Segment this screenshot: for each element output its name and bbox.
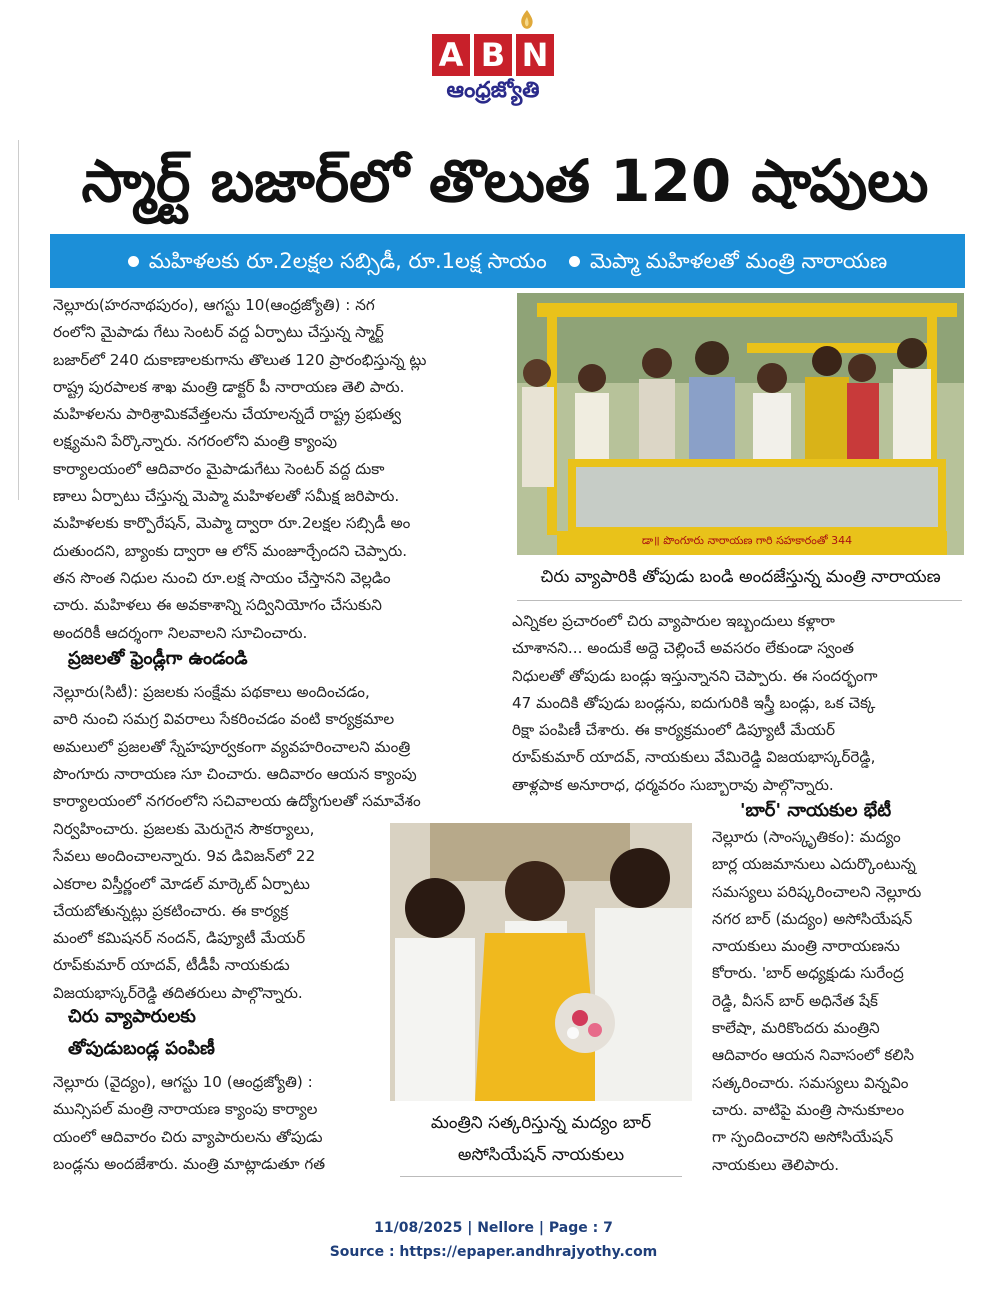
text-line: బండ్లను అందజేశారు. మంత్రి మాట్లాడుతూ గత [53, 1154, 326, 1173]
text-line: నెల్లూరు (సాంస్కృతికం): మద్యం [712, 828, 901, 846]
text-line: తన సొంత నిధుల నుంచి రూ.లక్ష సాయం చేస్తానని వెల్లడిం [53, 568, 391, 587]
text-line: మహిళలను పారిశ్రామికవేత్తలను చేయాలన్నదే రాష్ట్ర ప్రభుత్వ [53, 405, 402, 424]
cart-signboard-text: డా॥ పొంగూరు నారాయణ గారి సహకారంతో 344 [641, 534, 853, 547]
text-line: రంలోని మైపాడు గేటు సెంటర్ వద్ద ఏర్పాటు చేస్తున్న స్మార్ట్ [53, 323, 384, 342]
text-line: మున్సిపల్ మంత్రి నారాయణ క్యాంపు కార్యాల [53, 1100, 318, 1119]
article-3-heading-line1: చిరు వ్యాపారులకు [68, 1006, 196, 1027]
text-line: తాళ్లపాక అనూరాధ, ధర్మవరం సుబ్బారావు పాల్గొన్నారు. [512, 775, 834, 794]
photo-1-caption: చిరు వ్యాపారికి తోపుడు బండి అందజేస్తున్న మంత్రి నారాయణ [540, 567, 941, 587]
footer-source: Source : https://epaper.andhrajyothy.com [329, 1244, 658, 1260]
footer-date-edition: 11/08/2025 | Nellore | Page : 7 [374, 1220, 613, 1236]
article-4-body [712, 824, 974, 1179]
photo-bar-association-felicitation [390, 823, 692, 1101]
text-line: నాయకులు తెలిపారు. [712, 1155, 840, 1174]
text-line: రూప్‌కుమార్ యాదవ్, నాయకులు వేమిరెడ్డి విజయభాస్కర్‌రెడ్డి, [512, 748, 876, 767]
logo-letter-n: N [516, 34, 554, 76]
article-4-heading: 'బార్' నాయకుల భేటీ [740, 800, 892, 821]
text-line: చూశానని... అందుకే అద్దె చెల్లించే అవసరం లేకుండా స్వంత [512, 639, 854, 658]
logo-letter-a: A [432, 34, 470, 76]
photo-2-caption-line2: అసోసియేషన్ నాయకులు [457, 1145, 625, 1165]
logo-letter-b: B [474, 34, 512, 76]
text-line: ణాలు ఏర్పాటు చేస్తున్న మెప్మా మహిళలతో సమీక్ష జరిపారు. [53, 487, 400, 506]
subhead-item-2: మెప్మా మహిళలతో మంత్రి నారాయణ [589, 249, 888, 273]
subhead-bar [50, 234, 965, 288]
text-line: రాష్ట్ర పురపాలక శాఖ మంత్రి డాక్టర్ పీ నారాయణ తెలి పారు. [53, 377, 405, 396]
text-line: నెల్లూరు(హరనాథపురం), ఆగస్టు 10(ఆంధ్రజ్యోతి) : నగ [53, 296, 375, 314]
text-line: నగర బార్ (మద్యం) అసోసియేషన్ [712, 909, 913, 928]
text-line: కార్యాలయంలో నగరంలోని సచివాలయ ఉద్యోగులతో సమావేశం [53, 792, 421, 811]
text-line: నిధులతో తోపుడు బండ్లు ఇస్తున్నానని చెప్పారు. ఈ సందర్భంగా [512, 666, 878, 685]
text-line: చారు. వాటిపై మంత్రి సానుకూలం [712, 1100, 905, 1119]
text-line: పొంగూరు నారాయణ సూ చించారు. ఆదివారం ఆయన క్యాంపు [53, 764, 417, 783]
text-line: ఆదివారం ఆయన నివాసంలో కలిసి [712, 1046, 915, 1065]
text-line: చేయబోతున్నట్లు ప్రకటించారు. ఈ కార్యక్ర [53, 901, 289, 920]
abn-andhrajyothy-logo [430, 8, 556, 104]
article-3-body [53, 1069, 388, 1178]
text-line: అందరికీ ఆదర్శంగా నిలవాలని సూచించారు. [53, 623, 308, 642]
bullet-icon [128, 256, 139, 267]
text-line: కోరారు. 'బార్ అధ్యక్షుడు సురేంద్ర [712, 964, 904, 983]
text-line: చారు. మహిళలు ఈ అవకాశాన్ని సద్వినియోగం చేసుకుని [53, 596, 382, 615]
photo-2-caption-line1: మంత్రిని సత్కరిస్తున్న మద్యం బార్ [430, 1113, 652, 1133]
text-line: రెడ్డి, వీసన్ బార్ అధినేత షేక్ [712, 991, 878, 1010]
article-2-body-wide [53, 679, 503, 815]
text-line: నిర్వహించారు. ప్రజలకు మెరుగైన సౌకర్యాలు, [53, 820, 315, 838]
text-line: బార్ల యజమానులు ఎదుర్కొంటున్న [712, 855, 916, 874]
caption-rule [517, 600, 962, 601]
page-headline: స్మార్ట్ బజార్‌లో తొలుత 120 షాపులు [81, 147, 929, 215]
text-line: రిక్షా పంపిణీ చేశారు. ఈ కార్యక్రమంలో డిప్యూటీ మేయర్ [512, 721, 835, 740]
text-line: సేవలు అందించాలన్నారు. 9వ డివిజన్‌లో 22 [53, 847, 316, 866]
text-line: కాలేషా, మరికొందరు మంత్రిని [712, 1019, 880, 1038]
text-line: 47 మందికి తోపుడు బండ్లను, ఐదుగురికి ఇస్త్రీ బండ్లు, ఒక చెక్క [512, 693, 876, 712]
text-line: రూప్‌కుమార్ యాదవ్, టీడీపీ నాయకుడు [53, 956, 290, 975]
article-main-body [53, 292, 508, 647]
text-line: నాయకులు మంత్రి నారాయణను [712, 937, 900, 956]
text-line: లక్ష్యమని పేర్కొన్నారు. నగరంలోని మంత్రి క్యాంపు [53, 432, 338, 451]
text-line: బజార్‌లో 240 దుకాణాలకుగాను తొలుత 120 ప్రారంభిస్తున్న ట్లు [53, 350, 427, 369]
photo-minister-handing-cart [517, 293, 964, 555]
column-divider [18, 140, 19, 500]
article-2-heading: ప్రజలతో ఫ్రెండ్లీగా ఉండండి [68, 648, 248, 669]
text-line: విజయభాస్కర్‌రెడ్డి తదితరులు పాల్గొన్నారు. [53, 983, 303, 1002]
bullet-icon [569, 256, 580, 267]
text-line: సత్కరించారు. సమస్యలు విన్నవిం [712, 1073, 909, 1092]
text-line: ఎకరాల విస్తీర్ణంలో మోడల్ మార్కెట్ ఏర్పాటు [53, 874, 310, 893]
text-line: దుతుందని, బ్యాంకు ద్వారా ఆ లోన్ మంజూర్చేందని చెప్పారు. [53, 541, 408, 560]
flame-icon [514, 8, 540, 34]
text-line: మంలో కమిషనర్ నందన్, డిప్యూటీ మేయర్ [53, 929, 306, 948]
text-line: సమస్యలు పరిష్కరించాలని నెల్లూరు [712, 882, 922, 901]
logo-subtitle: ఆంధ్రజ్యోతి [446, 78, 540, 103]
subhead-item-1: మహిళలకు రూ.2లక్షల సబ్సిడీ, రూ.1లక్ష సాయం [148, 249, 547, 273]
article-2-body-narrow [53, 816, 383, 1007]
text-line: గా స్పందించారని అసోసియేషన్ [712, 1128, 894, 1147]
caption-rule [400, 1176, 682, 1177]
article-3-heading-line2: తోపుడుబండ్ల పంపిణీ [68, 1038, 215, 1059]
text-line: అమలులో ప్రజలతో స్నేహపూర్వకంగా వ్యవహరించాలని మంత్రి [53, 737, 411, 756]
text-line: వారి నుంచి సమగ్ర వివరాలు సేకరించడం వంటి కార్యక్రమాల [53, 710, 395, 729]
text-line: మహిళలకు కార్పొరేషన్, మెప్మా ద్వారా రూ.2లక్షల సబ్సిడీ అం [53, 514, 411, 533]
text-line: యంలో ఆదివారం చిరు వ్యాపారులను తోపుడు [53, 1127, 323, 1146]
article-3-body-continued [512, 608, 970, 799]
text-line: ఎన్నికల ప్రచారంలో చిరు వ్యాపారుల ఇబ్బందులు కళ్లారా [512, 612, 835, 630]
text-line: కార్యాలయంలో ఆదివారం మైపాడుగేటు సెంటర్ వద్ద దుకా [53, 459, 385, 478]
text-line: నెల్లూరు(సిటీ): ప్రజలకు సంక్షేమ పథకాలు అందించడం, [53, 683, 370, 701]
text-line: నెల్లూరు (వైద్యం), ఆగస్టు 10 (ఆంధ్రజ్యోతి) : [53, 1073, 313, 1091]
